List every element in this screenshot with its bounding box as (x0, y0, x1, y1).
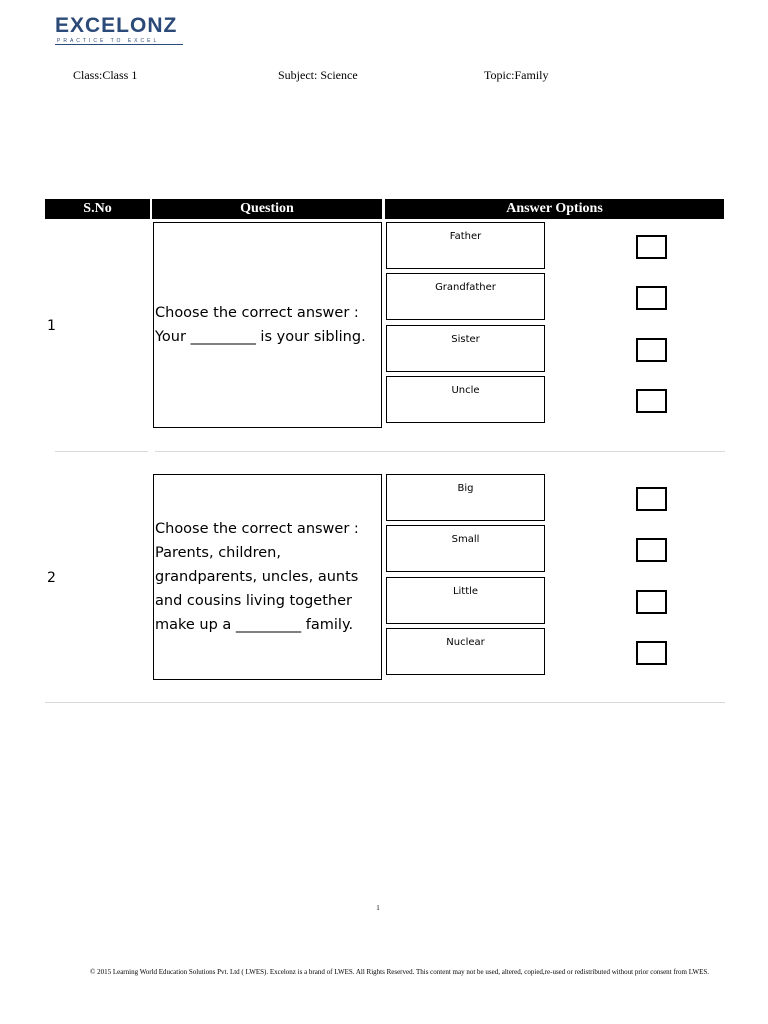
row-2-option-1: Big (386, 474, 545, 521)
subject-label: Subject: Science (278, 68, 358, 82)
row-1-option-3-checkbox[interactable] (636, 338, 667, 362)
row-2-question-text: Choose the correct answer : Parents, children, grandparents, uncles, aunts and cousins living together make up a _________ family. (155, 521, 359, 633)
row-1-option-4-checkbox[interactable] (636, 389, 667, 413)
class-label: Class:Class 1 (73, 68, 138, 82)
row-1-question-text: Choose the correct answer : Your _________ is your sibling. (155, 305, 366, 345)
row-1-option-2-checkbox[interactable] (636, 286, 667, 310)
table-bottom-divider (45, 702, 725, 703)
row-1-option-1: Father (386, 222, 545, 269)
topic-label: Topic:Family (484, 68, 549, 82)
row-2-option-2: Small (386, 525, 545, 572)
header-answer-options: Answer Options (385, 199, 724, 219)
excelonz-logo (55, 14, 195, 45)
row-2-sno: 2 (47, 570, 56, 586)
logo-tagline: PRACTICE TO EXCEL (57, 38, 160, 44)
row-2-option-4: Nuclear (386, 628, 545, 675)
header-question: Question (152, 199, 382, 219)
row-divider (55, 451, 148, 452)
page-number: 1 (376, 904, 380, 912)
copyright-footer: © 2015 Learning World Education Solutions Pvt. Ltd ( LWES). Excelonz is a brand of LWES. All Rights Reserved. This content may not be used, altered, copied,re-used or redistributed without prior consent from LWES. (90, 968, 710, 976)
row-2-option-1-checkbox[interactable] (636, 487, 667, 511)
row-1-question (153, 222, 382, 428)
row-1-option-1-checkbox[interactable] (636, 235, 667, 259)
logo-wordmark: EXCELONZ (55, 14, 178, 37)
row-2-option-2-checkbox[interactable] (636, 538, 667, 562)
header-sno: S.No (45, 199, 150, 219)
row-2-option-4-checkbox[interactable] (636, 641, 667, 665)
row-1-option-4: Uncle (386, 376, 545, 423)
row-1-option-2: Grandfather (386, 273, 545, 320)
row-2-option-3: Little (386, 577, 545, 624)
row-1-sno: 1 (47, 318, 56, 334)
row-2-option-3-checkbox[interactable] (636, 590, 667, 614)
row-1-option-3: Sister (386, 325, 545, 372)
logo-underline (55, 44, 183, 45)
row-divider (155, 451, 725, 452)
row-2-question (153, 474, 382, 680)
